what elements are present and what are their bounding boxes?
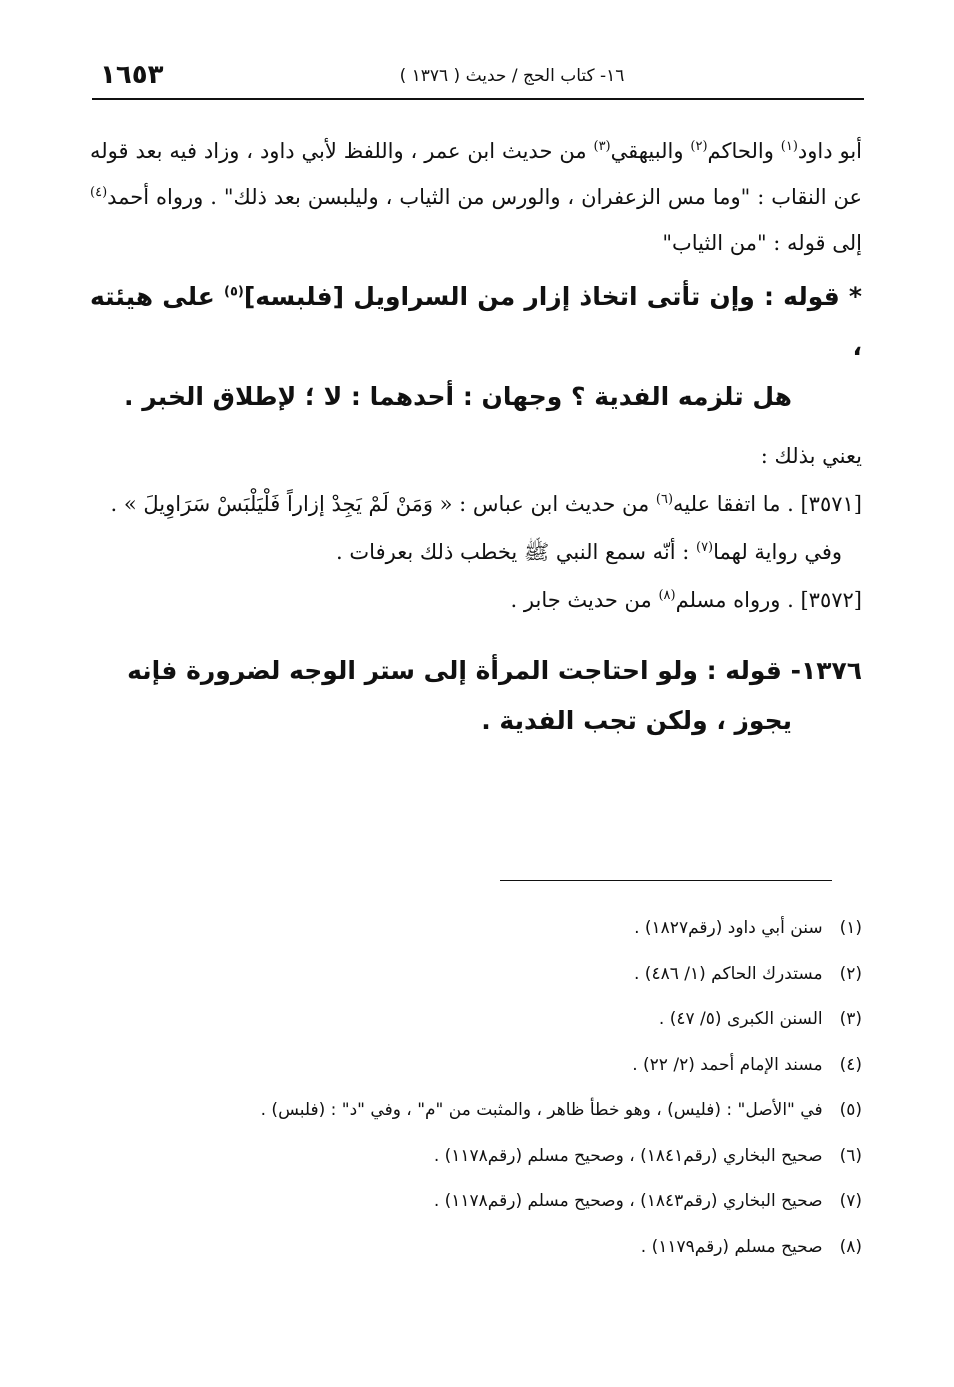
text-run: هل تلزمه الفدية ؟ وجهان : أحدهما : لا ؛ لإطلاق الخبر . [124,382,792,411]
footnote-separator [500,880,832,881]
text-run: أبو داود [797,139,863,163]
footnote-number: (٣) [839,1009,862,1029]
footnote-text: صحيح مسلم (رقم١١٧٩) . [640,1236,823,1257]
page-number: ١٦٥٣ [100,60,164,90]
footnote-marker: (٢) [690,139,708,154]
footnote-number: (٧) [839,1191,862,1211]
text-run: من حديث جابر . [510,588,659,612]
footnote-item [80,1134,862,1180]
paragraph-riwaya [90,528,862,576]
footnotes-list [80,906,862,1270]
paragraph-intro: يعني بذلك : [760,444,862,468]
text-run: [٣٥٧١] . ما اتفقا عليه [673,492,862,516]
footnote-number: (٢) [839,963,862,984]
text-run: يجوز ، ولكن تجب الفدية . [481,706,792,735]
footnote-text: السنن الكبرى (٥/ ٤٧) . [658,1009,823,1029]
footnote-marker: (١) [780,139,798,154]
main-text [90,128,862,750]
footnote-item [80,1088,862,1134]
footnote-item [80,1043,862,1089]
text-run: إلى قوله : "من الثياب" [662,231,862,255]
footnote-number: (١) [839,918,862,938]
matn-heading-1376 [90,646,862,746]
footnote-item [80,906,862,952]
text-run: والحاكم [707,139,781,163]
text-run: * قوله : وإن تأتى اتخاذ إزار من السراويل [فلبسه] [243,282,863,311]
page-header [92,58,864,98]
text-run: [٣٥٧٢] . ورواه مسلم [675,588,862,612]
footnote-marker: (٦) [655,492,674,507]
footnote-number: (٤) [839,1054,862,1075]
text-run: والبيهقي [610,139,691,163]
footnote-marker: (٤) [90,185,108,200]
footnote-item [80,1225,862,1271]
paragraph-sources [90,128,862,266]
paragraph-hadith-3572 [90,576,862,624]
footnote-number: (٨) [839,1236,862,1257]
text-run: من حديث ابن عمر ، واللفظ لأبي داود ، وزاد فيه بعد قوله عن النقاب : "وما مس الزعفران ، والورس من الثياب ، وليلبسن بعد ذلك" . ورواه أحمد [90,139,862,209]
footnote-item [80,1179,862,1225]
footnote-marker: (٨) [658,588,676,603]
footnote-text: مسند الإمام أحمد (٢/ ٢٢) . [632,1054,823,1075]
footnote-item [80,997,862,1043]
text-run: ١٣٧٦- قوله : ولو احتاجت المرأة إلى ستر الوجه لضرورة فإنه [127,656,862,685]
text-run: على هيئته ، [90,282,862,361]
footnote-text: في "الأصل" : (فليس) ، وهو خطأ ظاهر ، والمثبت من "م" ، وفي "د" : (فلبس) . [260,1100,823,1120]
footnote-text: سنن أبي داود (رقم١٨٢٧) . [634,918,823,938]
paragraph-hadith-3571 [90,480,862,528]
footnote-marker: (٣) [593,139,611,154]
header-rule [92,98,864,100]
text-run: من حديث ابن عباس : « وَمَنْ لَمْ يَجِدْ إزاراً فَلْيَلْبَسْ سَرَاوِيلَ » . [110,492,656,516]
footnote-text: صحيح البخاري (رقم١٨٤١) ، وصحيح مسلم (رقم١١٧٨) . [433,1145,823,1166]
matn-heading-1 [90,272,862,422]
running-head: ١٦- كتاب الحج / حديث ( ١٣٧٦ ) [399,66,625,86]
footnote-text: صحيح البخاري (رقم١٨٤٣) ، وصحيح مسلم (رقم١١٧٨) . [433,1191,823,1211]
footnote-text: مستدرك الحاكم (١/ ٤٨٦) . [634,963,823,984]
footnote-number: (٥) [839,1100,862,1120]
footnote-number: (٦) [839,1145,862,1166]
footnote-marker: (٧) [695,540,714,555]
footnote-marker: (٥) [224,284,244,300]
text-run: وفي رواية لهما [713,540,842,564]
text-run: : أنّه سمع النبي ﷺ يخطب ذلك بعرفات . [336,540,696,564]
footnote-item [80,952,862,998]
